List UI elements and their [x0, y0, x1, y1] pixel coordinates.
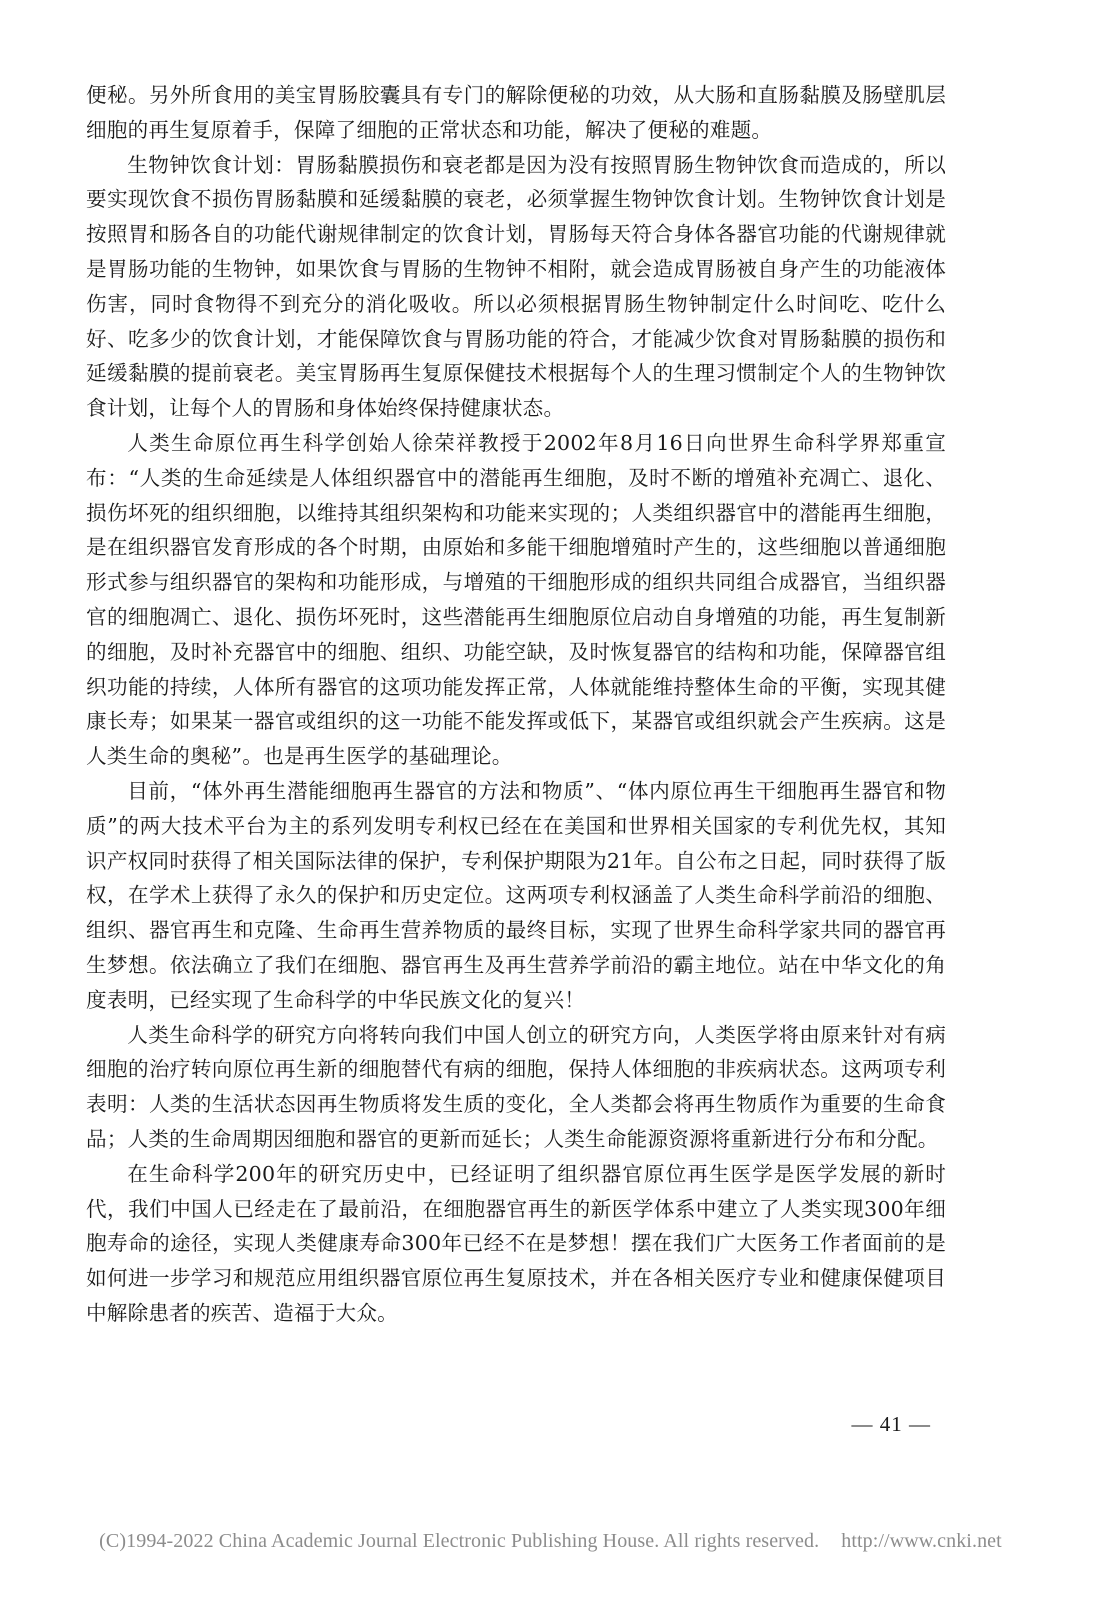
paragraph: 在生命科学200年的研究历史中，已经证明了组织器官原位再生医学是医学发展的新时代，我们中国人已经走在了最前沿，在细胞器官再生的新医学体系中建立了人类实现300年细胞寿命的途径，实现人类健康寿命300年已经不在是梦想！摆在我们广大医务工作者面前的是如何进一步学习和规范应用组织器官原位再生复原技术，并在各相关医疗专业和健康保健项目中解除患者的疾苦、造福于大众。 [86, 1161, 946, 1325]
paragraph: 人类生命原位再生科学创始人徐荣祥教授于2002年8月16日向世界生命科学界郑重宣布：“人类的生命延续是人体组织器官中的潜能再生细胞，及时不断的增殖补充凋亡、退化、损伤坏死的组织细胞，以维持其组织架构和功能来实现的；人类组织器官中的潜能再生细胞，是在组织器官发育形成的各个时期，由原始和多能干细胞增殖时产生的，这些细胞以普通细胞形式参与组织器官的架构和功能形成，与增殖的干细胞形成的组织共同组合成器官，当组织器官的细胞凋亡、退化、损伤坏死时，这些潜能再生细胞原位启动自身增殖的功能，再生复制新的细胞，及时补充器官中的细胞、组织、功能空缺，及时恢复器官的结构和功能，保障器官组织功能的持续，人体所有器官的这项功能发挥正常，人体就能维持整体生命的平衡，实现其健康长寿；如果某一器官或组织的这一功能不能发挥或低下，某器官或组织就会产生疾病。这是人类生命的奥秘”。也是再生医学的基础理论。 [86, 430, 946, 769]
paragraph: 生物钟饮食计划：胃肠黏膜损伤和衰老都是因为没有按照胃肠生物钟饮食而造成的，所以要实现饮食不损伤胃肠黏膜和延缓黏膜的衰老，必须掌握生物钟饮食计划。生物钟饮食计划是按照胃和肠各自的功能代谢规律制定的饮食计划，胃肠每天符合身体各器官功能的代谢规律就是胃肠功能的生物钟，如果饮食与胃肠的生物钟不相附，就会造成胃肠被自身产生的功能液体伤害，同时食物得不到充分的消化吸收。所以必须根据胃肠生物钟制定什么时间吃、吃什么好、吃多少的饮食计划，才能保障饮食与胃肠功能的符合，才能减少饮食对胃肠黏膜的损伤和延缓黏膜的提前衰老。美宝胃肠再生复原保健技术根据每个人的生理习惯制定个人的生物钟饮食计划，让每个人的胃肠和身体始终保持健康状态。 [86, 152, 946, 421]
copyright-text: (C)1994-2022 China Academic Journal Electronic Publishing House. All rights reserved. [99, 1530, 820, 1552]
paragraph: 目前，“体外再生潜能细胞再生器官的方法和物质”、“体内原位再生干细胞再生器官和物质”的两大技术平台为主的系列发明专利权已经在在美国和世界相关国家的专利优先权，其知识产权同时获得了相关国际法律的保护，专利保护期限为21年。自公布之日起，同时获得了版权，在学术上获得了永久的保护和历史定位。这两项专利权涵盖了人类生命科学前沿的细胞、组织、器官再生和克隆、生命再生营养物质的最终目标，实现了世界生命科学家共同的器官再生梦想。依法确立了我们在细胞、器官再生及再生营养学前沿的霸主地位。站在中华文化的角度表明，已经实现了生命科学的中华民族文化的复兴！ [86, 778, 946, 1012]
article-body [86, 78, 946, 1331]
paragraph: 便秘。另外所食用的美宝胃肠胶囊具有专门的解除便秘的功效，从大肠和直肠黏膜及肠壁肌层细胞的再生复原着手，保障了细胞的正常状态和功能，解决了便秘的难题。 [86, 83, 946, 142]
copyright-footer [0, 1530, 1101, 1553]
page-number: — 41 — [851, 1412, 931, 1436]
paragraph: 人类生命科学的研究方向将转向我们中国人创立的研究方向，人类医学将由原来针对有病细胞的治疗转向原位再生新的细胞替代有病的细胞，保持人体细胞的非疾病状态。这两项专利表明：人类的生活状态因再生物质将发生质的变化，全人类都会将再生物质作为重要的生命食品；人类的生命周期因细胞和器官的更新而延长；人类生命能源资源将重新进行分布和分配。 [86, 1022, 946, 1151]
footer-url-link[interactable]: http://www.cnki.net [841, 1530, 1002, 1552]
